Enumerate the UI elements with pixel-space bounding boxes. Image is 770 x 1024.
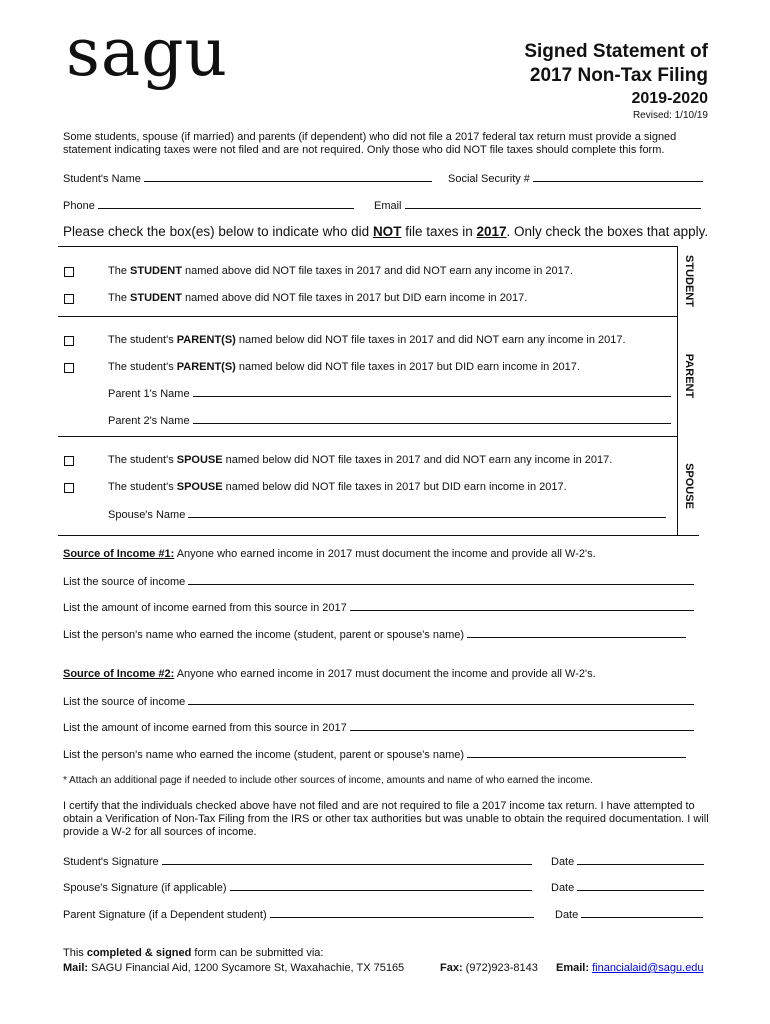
amount-label: List the amount of income earned from this source in 2017 <box>63 602 347 614</box>
date-blank[interactable] <box>581 908 703 918</box>
item-text: named below did NOT file taxes in 2017 but DID earn income in 2017. <box>222 481 567 493</box>
footer-text: form can be submitted via: <box>191 947 324 959</box>
person-label: List the person's name who earned the income (student, parent or spouse's name) <box>63 629 465 641</box>
parent-signature-blank[interactable] <box>270 908 534 918</box>
student-no-income-text <box>108 265 573 277</box>
amount-blank[interactable] <box>350 601 694 611</box>
ssn-blank[interactable] <box>533 172 703 182</box>
item-text: named below did NOT file taxes in 2017 but DID earn income in 2017. <box>235 361 580 373</box>
item-bold: STUDENT <box>130 265 182 277</box>
parent1-name-blank[interactable] <box>193 387 671 397</box>
source-label: List the source of income <box>63 696 186 708</box>
date-label: Date <box>555 909 579 921</box>
item-bold: STUDENT <box>130 292 182 304</box>
spouse-name-label: Spouse's Name <box>108 509 186 521</box>
student-side-text: STUDENT <box>683 255 695 307</box>
students-name-blank[interactable] <box>144 172 432 182</box>
parent2-name-label: Parent 2's Name <box>108 415 190 427</box>
attach-note: * Attach an additional page if needed to include other sources of income, amounts and name of who earned the income. <box>63 775 593 786</box>
item-text: named below did NOT file taxes in 2017 and did NOT earn any income in 2017. <box>235 334 626 346</box>
parent-earned-income-checkbox[interactable] <box>64 363 74 373</box>
parent-side-label <box>677 316 700 436</box>
student-earned-income-checkbox[interactable] <box>64 294 74 304</box>
instruction-middle: file taxes in <box>401 224 477 239</box>
parent-date-field[interactable] <box>555 908 703 921</box>
spouse-signature-blank[interactable] <box>230 881 532 891</box>
item-text: named above did NOT file taxes in 2017 and did NOT earn any income in 2017. <box>181 265 573 277</box>
income-source-2-amount-field[interactable] <box>63 721 694 734</box>
section-divider <box>58 436 699 437</box>
person-blank[interactable] <box>467 628 686 638</box>
section-divider <box>58 535 699 536</box>
footer-text: This <box>63 947 87 959</box>
student-date-field[interactable] <box>551 855 704 868</box>
parent-signature-field[interactable] <box>63 908 534 921</box>
email-info <box>556 962 704 974</box>
student-earned-income-text <box>108 292 527 304</box>
email-info-label: Email: <box>556 962 590 974</box>
item-bold: SPOUSE <box>176 481 223 493</box>
fax-info <box>440 962 538 974</box>
income-source-1-desc: Anyone who earned income in 2017 must document the income and provide all W-2's. <box>174 548 596 560</box>
item-text: The student's <box>108 481 177 493</box>
item-bold: PARENT(S) <box>176 361 236 373</box>
ssn-field[interactable] <box>448 172 703 185</box>
student-signature-blank[interactable] <box>162 855 532 865</box>
certification-text: I certify that the individuals checked above have not filed and are not required to file a 2017 income tax return. I have attempted to obtain a Verification of Non-Tax Filing from the IRS or other tax authorities but was unable to obtain the required documentation. I will provide a W-2 for all sources of income. <box>63 800 709 838</box>
spouse-signature-label: Spouse's Signature (if applicable) <box>63 882 227 894</box>
section-divider <box>58 316 699 317</box>
spouse-no-income-text <box>108 454 612 466</box>
student-signature-label: Student's Signature <box>63 856 159 868</box>
spouse-name-field[interactable] <box>108 508 666 521</box>
student-side-label <box>677 246 700 316</box>
date-blank[interactable] <box>577 881 704 891</box>
income-source-1-person-field[interactable] <box>63 628 686 641</box>
footer-bold: completed & signed <box>86 947 192 959</box>
item-text: The student's <box>108 454 177 466</box>
item-text: The <box>108 292 131 304</box>
email-link[interactable]: financialaid@sagu.edu <box>592 962 704 974</box>
item-text: The <box>108 265 131 277</box>
source-blank[interactable] <box>188 575 694 585</box>
item-bold: SPOUSE <box>176 454 223 466</box>
mail-address: SAGU Financial Aid, 1200 Sycamore St, Waxahachie, TX 75165 <box>88 962 405 974</box>
students-name-label: Student's Name <box>63 173 141 185</box>
fax-number: (972)923-8143 <box>462 962 538 974</box>
phone-label: Phone <box>63 200 95 212</box>
spouse-name-blank[interactable] <box>188 508 666 518</box>
mail-info <box>63 962 404 974</box>
item-text: The student's <box>108 334 177 346</box>
parent-side-text: PARENT <box>683 353 695 399</box>
income-source-2-source-field[interactable] <box>63 695 694 708</box>
source-label: List the source of income <box>63 576 186 588</box>
parent2-name-blank[interactable] <box>193 414 671 424</box>
amount-blank[interactable] <box>350 721 694 731</box>
parent-earned-income-text <box>108 361 580 373</box>
spouse-signature-field[interactable] <box>63 881 532 894</box>
item-text: The student's <box>108 361 177 373</box>
student-signature-field[interactable] <box>63 855 532 868</box>
date-label: Date <box>551 882 575 894</box>
parent-signature-label: Parent Signature (if a Dependent student) <box>63 909 267 921</box>
email-blank[interactable] <box>405 199 701 209</box>
income-source-1-heading <box>63 548 596 560</box>
income-source-1-title: Source of Income #1: <box>63 548 175 560</box>
ssn-label: Social Security # <box>448 173 530 185</box>
email-field[interactable] <box>374 199 701 212</box>
item-text: named above did NOT file taxes in 2017 but DID earn income in 2017. <box>181 292 528 304</box>
income-source-1-amount-field[interactable] <box>63 601 694 614</box>
student-no-income-checkbox[interactable] <box>64 267 74 277</box>
parent-no-income-checkbox[interactable] <box>64 336 74 346</box>
revised-date: Revised: 1/10/19 <box>632 110 708 121</box>
phone-field[interactable] <box>63 199 354 212</box>
award-year: 2019-2020 <box>631 90 708 107</box>
parent1-name-field[interactable] <box>108 387 671 400</box>
amount-label: List the amount of income earned from this source in 2017 <box>63 722 347 734</box>
email-label: Email <box>374 200 402 212</box>
income-source-2-heading <box>63 668 596 680</box>
person-label: List the person's name who earned the income (student, parent or spouse's name) <box>63 749 465 761</box>
spouse-date-field[interactable] <box>551 881 704 894</box>
intro-text: Some students, spouse (if married) and parents (if dependent) who did not file a 2017 federal tax return must provide a signed statement indicating taxes were not filed and are not required. Only those who did NOT file taxes should complete this form. <box>63 131 677 156</box>
spouse-side-label <box>677 436 700 535</box>
date-label: Date <box>551 856 575 868</box>
instruction-suffix: . Only check the boxes that apply. <box>506 224 709 239</box>
instruction-year: 2017 <box>476 224 507 239</box>
form-title <box>524 40 708 88</box>
person-blank[interactable] <box>467 748 686 758</box>
title-line-2: 2017 Non-Tax Filing <box>529 65 708 86</box>
sagu-logo: sagu <box>66 14 228 91</box>
income-source-2-desc: Anyone who earned income in 2017 must document the income and provide all W-2's. <box>174 668 596 680</box>
item-text: named below did NOT file taxes in 2017 and did NOT earn any income in 2017. <box>222 454 613 466</box>
phone-blank[interactable] <box>98 199 354 209</box>
instruction-prefix: Please check the box(es) below to indicate who did <box>63 224 373 239</box>
income-source-2-title: Source of Income #2: <box>63 668 175 680</box>
item-bold: PARENT(S) <box>176 334 236 346</box>
income-source-2-person-field[interactable] <box>63 748 686 761</box>
parent2-name-field[interactable] <box>108 414 671 427</box>
mail-label: Mail: <box>63 962 89 974</box>
students-name-field[interactable] <box>63 172 432 185</box>
source-blank[interactable] <box>188 695 694 705</box>
spouse-no-income-checkbox[interactable] <box>64 456 74 466</box>
instruction-not: NOT <box>372 224 402 239</box>
section-divider <box>58 246 699 247</box>
title-line-1: Signed Statement of <box>524 41 708 62</box>
spouse-side-text: SPOUSE <box>683 462 695 509</box>
instruction-text <box>63 224 708 239</box>
income-source-1-source-field[interactable] <box>63 575 694 588</box>
date-blank[interactable] <box>577 855 704 865</box>
fax-label: Fax: <box>440 962 463 974</box>
submission-intro <box>63 947 323 959</box>
spouse-earned-income-checkbox[interactable] <box>64 483 74 493</box>
parent-no-income-text <box>108 334 626 346</box>
parent1-name-label: Parent 1's Name <box>108 388 190 400</box>
spouse-earned-income-text <box>108 481 567 493</box>
